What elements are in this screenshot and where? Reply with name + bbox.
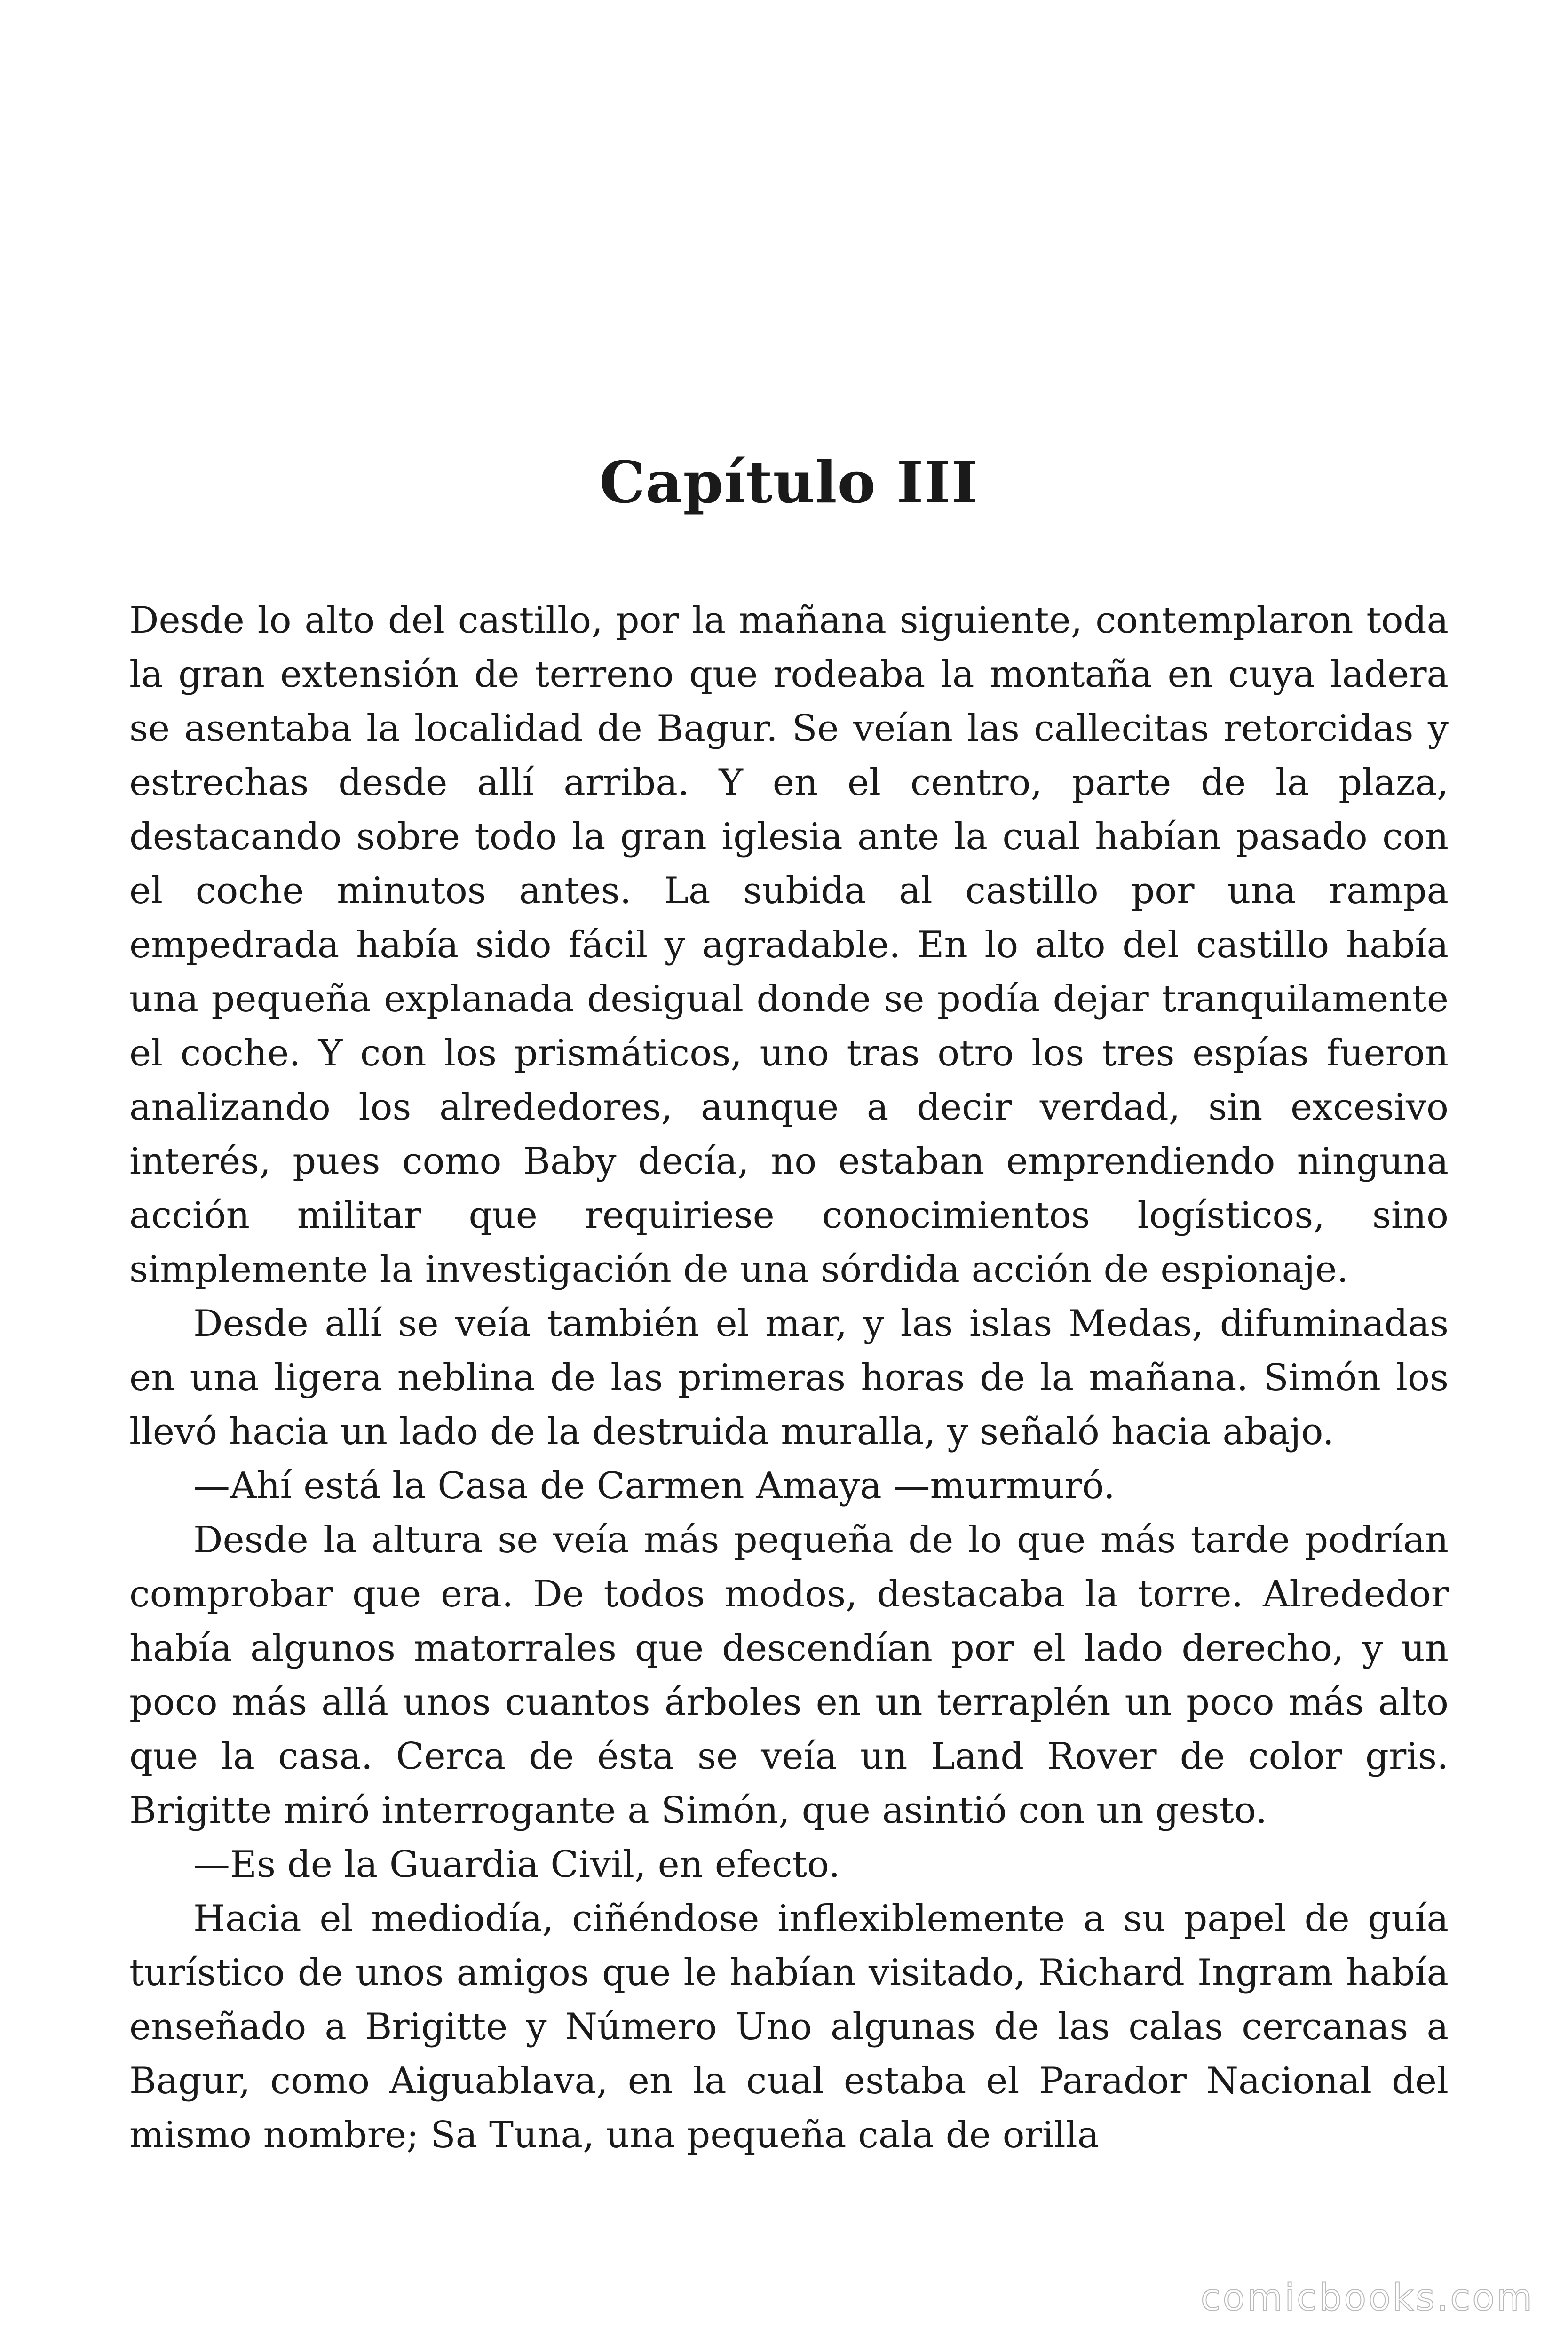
paragraph: Desde la altura se veía más pequeña de lo que más tarde podrían comprobar que era. De todos modos, destacaba la torre. Alrededor había algunos matorrales que descendían por el lado derecho, y un poco más allá unos cuantos árboles en un terraplén un poco más alto que la casa. Cerca de ésta se veía un Land Rover de color gris. Brigitte miró interrogante a Simón, que asintió con un gesto. <box>129 1519 1449 1832</box>
dialogue-line: —Es de la Guardia Civil, en efecto. <box>193 1843 840 1886</box>
paragraph: Hacia el mediodía, ciñéndose inflexiblemente a su papel de guía turístico de unos amigos que le habían visitado, Richard Ingram había enseñado a Brigitte y Número Uno algunas de las calas cercanas a Bagur, como Aiguablava, en la cual estaba el Parador Nacional del mismo nombre; Sa Tuna, una pequeña cala de orilla <box>129 1898 1449 2156</box>
book-page <box>129 0 1449 2352</box>
paragraph: Desde allí se veía también el mar, y las islas Medas, difuminadas en una ligera neblina de las primeras horas de la mañana. Simón los llevó hacia un lado de la destruida muralla, y señaló hacia abajo. <box>129 1303 1449 1453</box>
chapter-title: Capítulo III <box>599 448 979 516</box>
paragraph: Desde lo alto del castillo, por la mañana siguiente, contemplaron toda la gran extensión de terreno que rodeaba la montaña en cuya ladera se asentaba la localidad de Bagur. Se veían las callecitas retorcidas y estrechas desde allí arriba. Y en el centro, parte de la plaza, destacando sobre todo la gran iglesia ante la cual habían pasado con el coche minutos antes. La subida al castillo por una rampa empedrada había sido fácil y agradable. En lo alto del castillo había una pequeña explanada desigual donde se podía dejar tranquilamente el coche. Y con los prismáticos, uno tras otro los tres espías fueron analizando los alrededores, aunque a decir verdad, sin excesivo interés, pues como Baby decía, no estaban emprendiendo ninguna acción militar que requiriese conocimientos logísticos, sino simplemente la investigación de una sórdida acción de espionaje. <box>129 599 1449 1291</box>
dialogue-line: —Ahí está la Casa de Carmen Amaya —murmuró. <box>193 1465 1115 1507</box>
watermark-logo: comicbooks.com <box>1200 2277 1534 2319</box>
chapter-body <box>129 594 1449 2162</box>
